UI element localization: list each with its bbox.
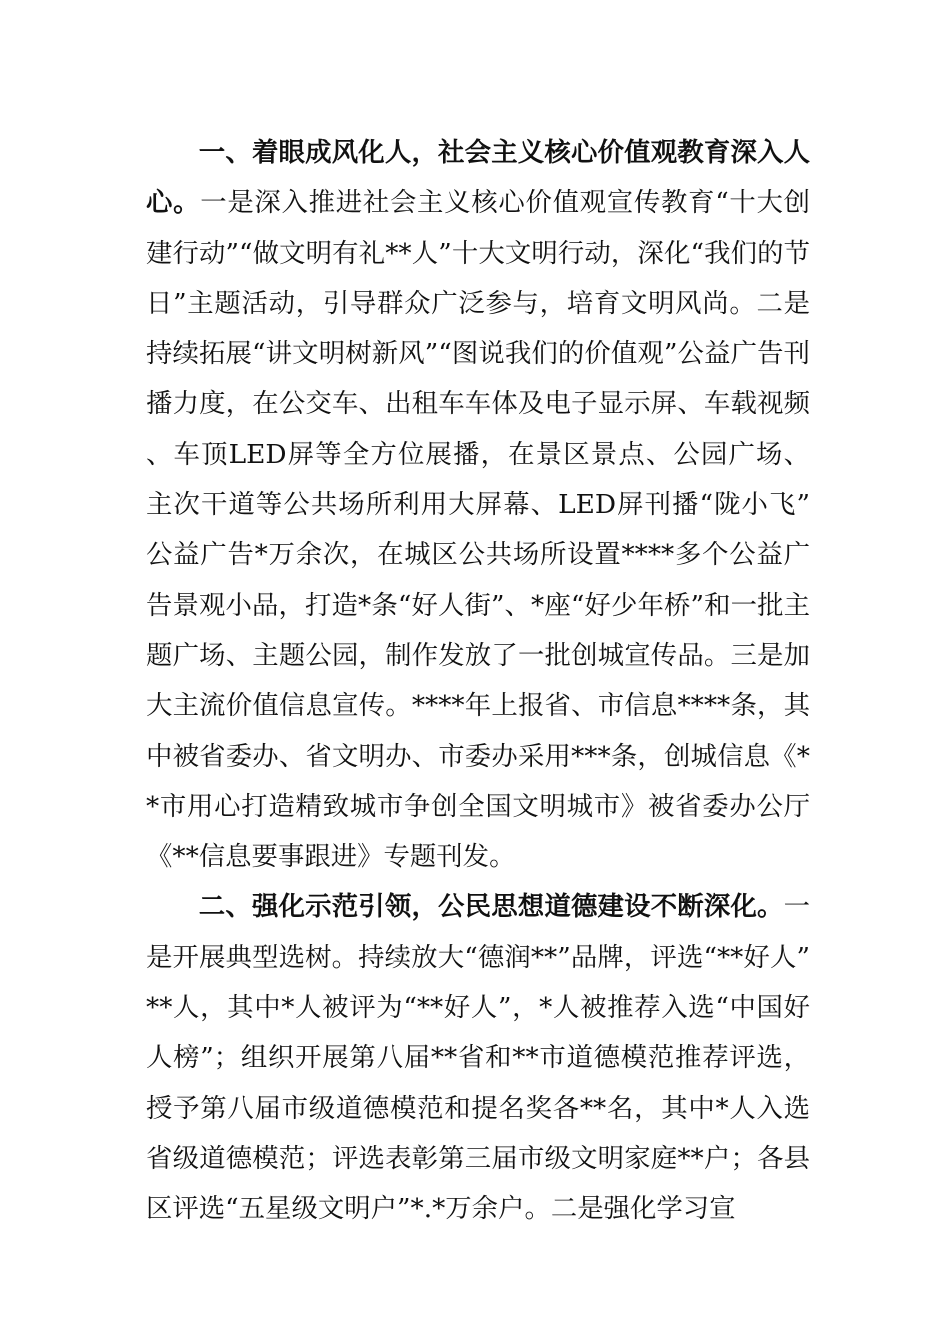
section-1-heading: 一、着眼成风化人，社会主义核心价值观教育深入人心。 bbox=[146, 137, 810, 219]
section-2-heading: 二、强化示范引领，公民思想道德建设不断深化。 bbox=[198, 891, 784, 923]
section-1-body: 一是深入推进社会主义核心价值观宣传教育“十大创建行动”“做文明有礼**人”十大文明行动，深化“我们的节日”主题活动，引导群众广泛参与，培育文明风尚。二是持续拓展“讲文明树新风”“图说我们的价值观”公益广告刊播力度，在公交车、出租车车体及电子显示屏、车载视频、车顶LED屏等全方位展播，在景区景点、公园广场、主次干道等公共场所利用大屏幕、LED屏刊播“陇小飞”公益广告*万余次，在城区公共场所设置****多个公益广告景观小品，打造*条“好人街”、*座“好少年桥”和一批主题广场、主题公园，制作发放了一批创城宣传品。三是加大主流价值信息宣传。****年上报省、市信息****条，其中被省委办、省文明办、市委办采用***条，创城信息《**市用心打造精致城市争创全国文明城市》被省委办公厅《**信息要事跟进》专题刊发。 bbox=[146, 187, 811, 873]
paragraph-section-1 bbox=[146, 128, 810, 882]
section-2-body: 一是开展典型选树。持续放大“德润**”品牌，评选“**好人”**人，其中*人被评为“**好人”，*人被推荐入选“中国好人榜”；组织开展第八届**省和**市道德模范推荐评选，授予第八届市级道德模范和提名奖各**名，其中*人入选省级道德模范；评选表彰第三届市级文明家庭**户；各县区评选“五星级文明户”*.*万余户。二是强化学习宣 bbox=[146, 891, 810, 1225]
document-body bbox=[146, 128, 810, 1235]
paragraph-section-2 bbox=[146, 882, 810, 1234]
